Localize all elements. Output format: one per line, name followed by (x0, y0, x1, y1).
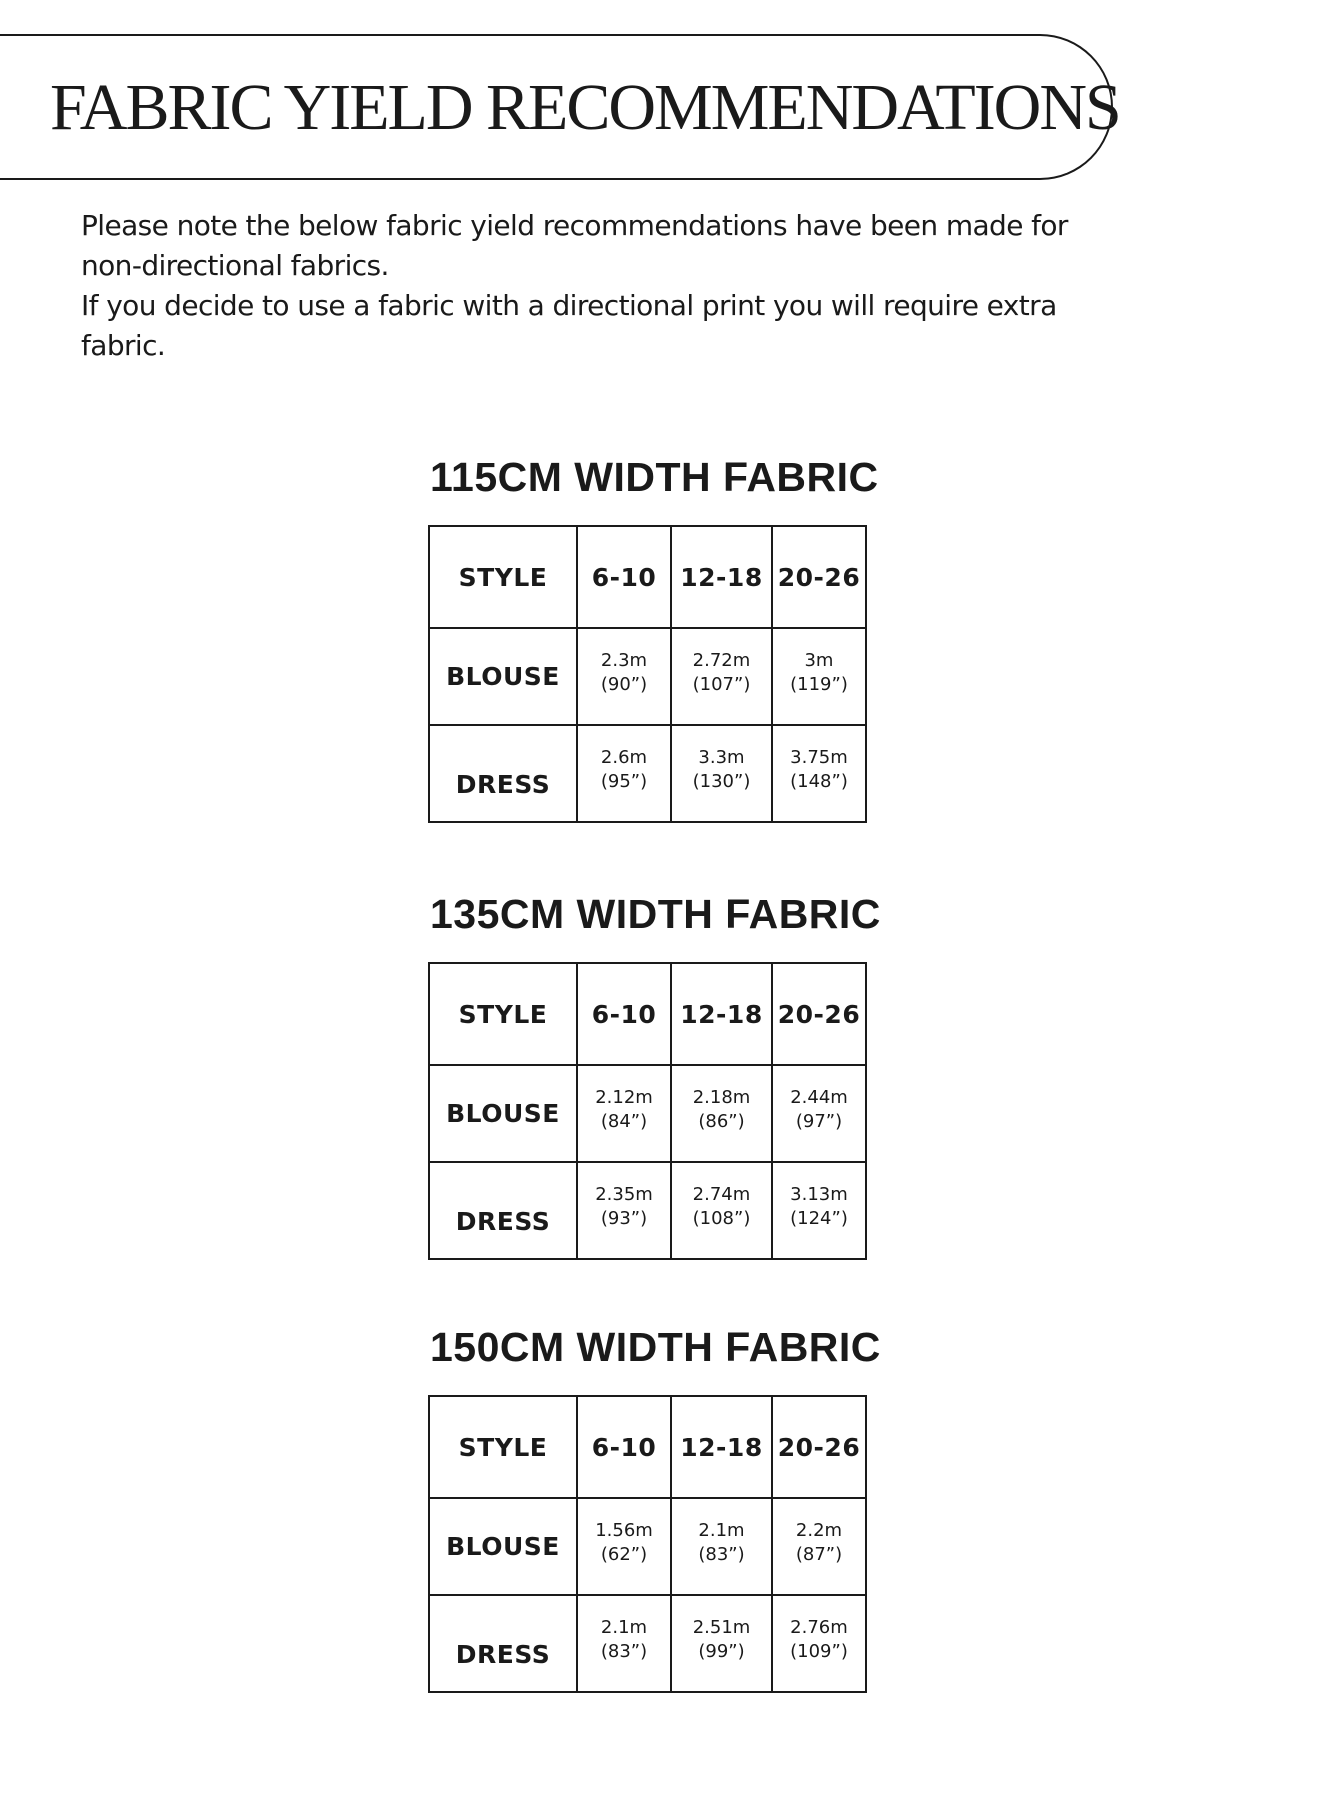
intro-text (81, 206, 1091, 366)
table-row-dress (429, 1162, 866, 1259)
yield-cell: 2.6m (95”) (577, 725, 671, 822)
yield-cell: 3.3m (130”) (671, 725, 772, 822)
yield-cell: 2.1m (83”) (577, 1595, 671, 1692)
header-size-12-18: 12-18 (671, 526, 772, 628)
yield-cell: 2.1m (83”) (671, 1498, 772, 1595)
header-size-6-10: 6-10 (577, 1396, 671, 1498)
table-row-dress (429, 1595, 866, 1692)
yield-table-115cm (428, 525, 867, 823)
header-size-12-18: 12-18 (671, 963, 772, 1065)
yield-cell: 2.12m (84”) (577, 1065, 671, 1162)
row-label-dress: DRESS (429, 725, 577, 822)
yield-table-150cm (428, 1395, 867, 1693)
yield-cell: 2.3m (90”) (577, 628, 671, 725)
yield-cell: 2.44m (97”) (772, 1065, 866, 1162)
header-style: STYLE (429, 1396, 577, 1498)
header-size-20-26: 20-26 (772, 963, 866, 1065)
yield-cell: 3.75m (148”) (772, 725, 866, 822)
table-header-row (429, 963, 866, 1065)
yield-cell: 2.2m (87”) (772, 1498, 866, 1595)
row-label-dress: DRESS (429, 1162, 577, 1259)
row-label-blouse: BLOUSE (429, 628, 577, 725)
section-title-115cm: 115CM WIDTH FABRIC (430, 454, 879, 500)
header-size-12-18: 12-18 (671, 1396, 772, 1498)
header-size-20-26: 20-26 (772, 1396, 866, 1498)
row-label-blouse: BLOUSE (429, 1065, 577, 1162)
section-title-150cm: 150CM WIDTH FABRIC (430, 1324, 881, 1370)
yield-cell: 2.18m (86”) (671, 1065, 772, 1162)
yield-cell: 3m (119”) (772, 628, 866, 725)
row-label-dress: DRESS (429, 1595, 577, 1692)
yield-cell: 3.13m (124”) (772, 1162, 866, 1259)
header-size-6-10: 6-10 (577, 526, 671, 628)
intro-line-2: If you decide to use a fabric with a directional print you will require extra fabric. (81, 289, 1057, 362)
table-row-dress (429, 725, 866, 822)
yield-table-135cm (428, 962, 867, 1260)
yield-cell: 1.56m (62”) (577, 1498, 671, 1595)
row-label-blouse: BLOUSE (429, 1498, 577, 1595)
header-size-6-10: 6-10 (577, 963, 671, 1065)
yield-cell: 2.35m (93”) (577, 1162, 671, 1259)
table-row-blouse (429, 1065, 866, 1162)
yield-cell: 2.72m (107”) (671, 628, 772, 725)
page-title: FABRIC YIELD RECOMMENDATIONS (50, 71, 1120, 144)
yield-cell: 2.74m (108”) (671, 1162, 772, 1259)
yield-cell: 2.76m (109”) (772, 1595, 866, 1692)
header-style: STYLE (429, 963, 577, 1065)
header-size-20-26: 20-26 (772, 526, 866, 628)
section-title-135cm: 135CM WIDTH FABRIC (430, 891, 881, 937)
header-style: STYLE (429, 526, 577, 628)
table-row-blouse (429, 1498, 866, 1595)
table-header-row (429, 1396, 866, 1498)
intro-line-1: Please note the below fabric yield recommendations have been made for non-directional fabrics. (81, 209, 1068, 282)
yield-cell: 2.51m (99”) (671, 1595, 772, 1692)
table-row-blouse (429, 628, 866, 725)
table-header-row (429, 526, 866, 628)
